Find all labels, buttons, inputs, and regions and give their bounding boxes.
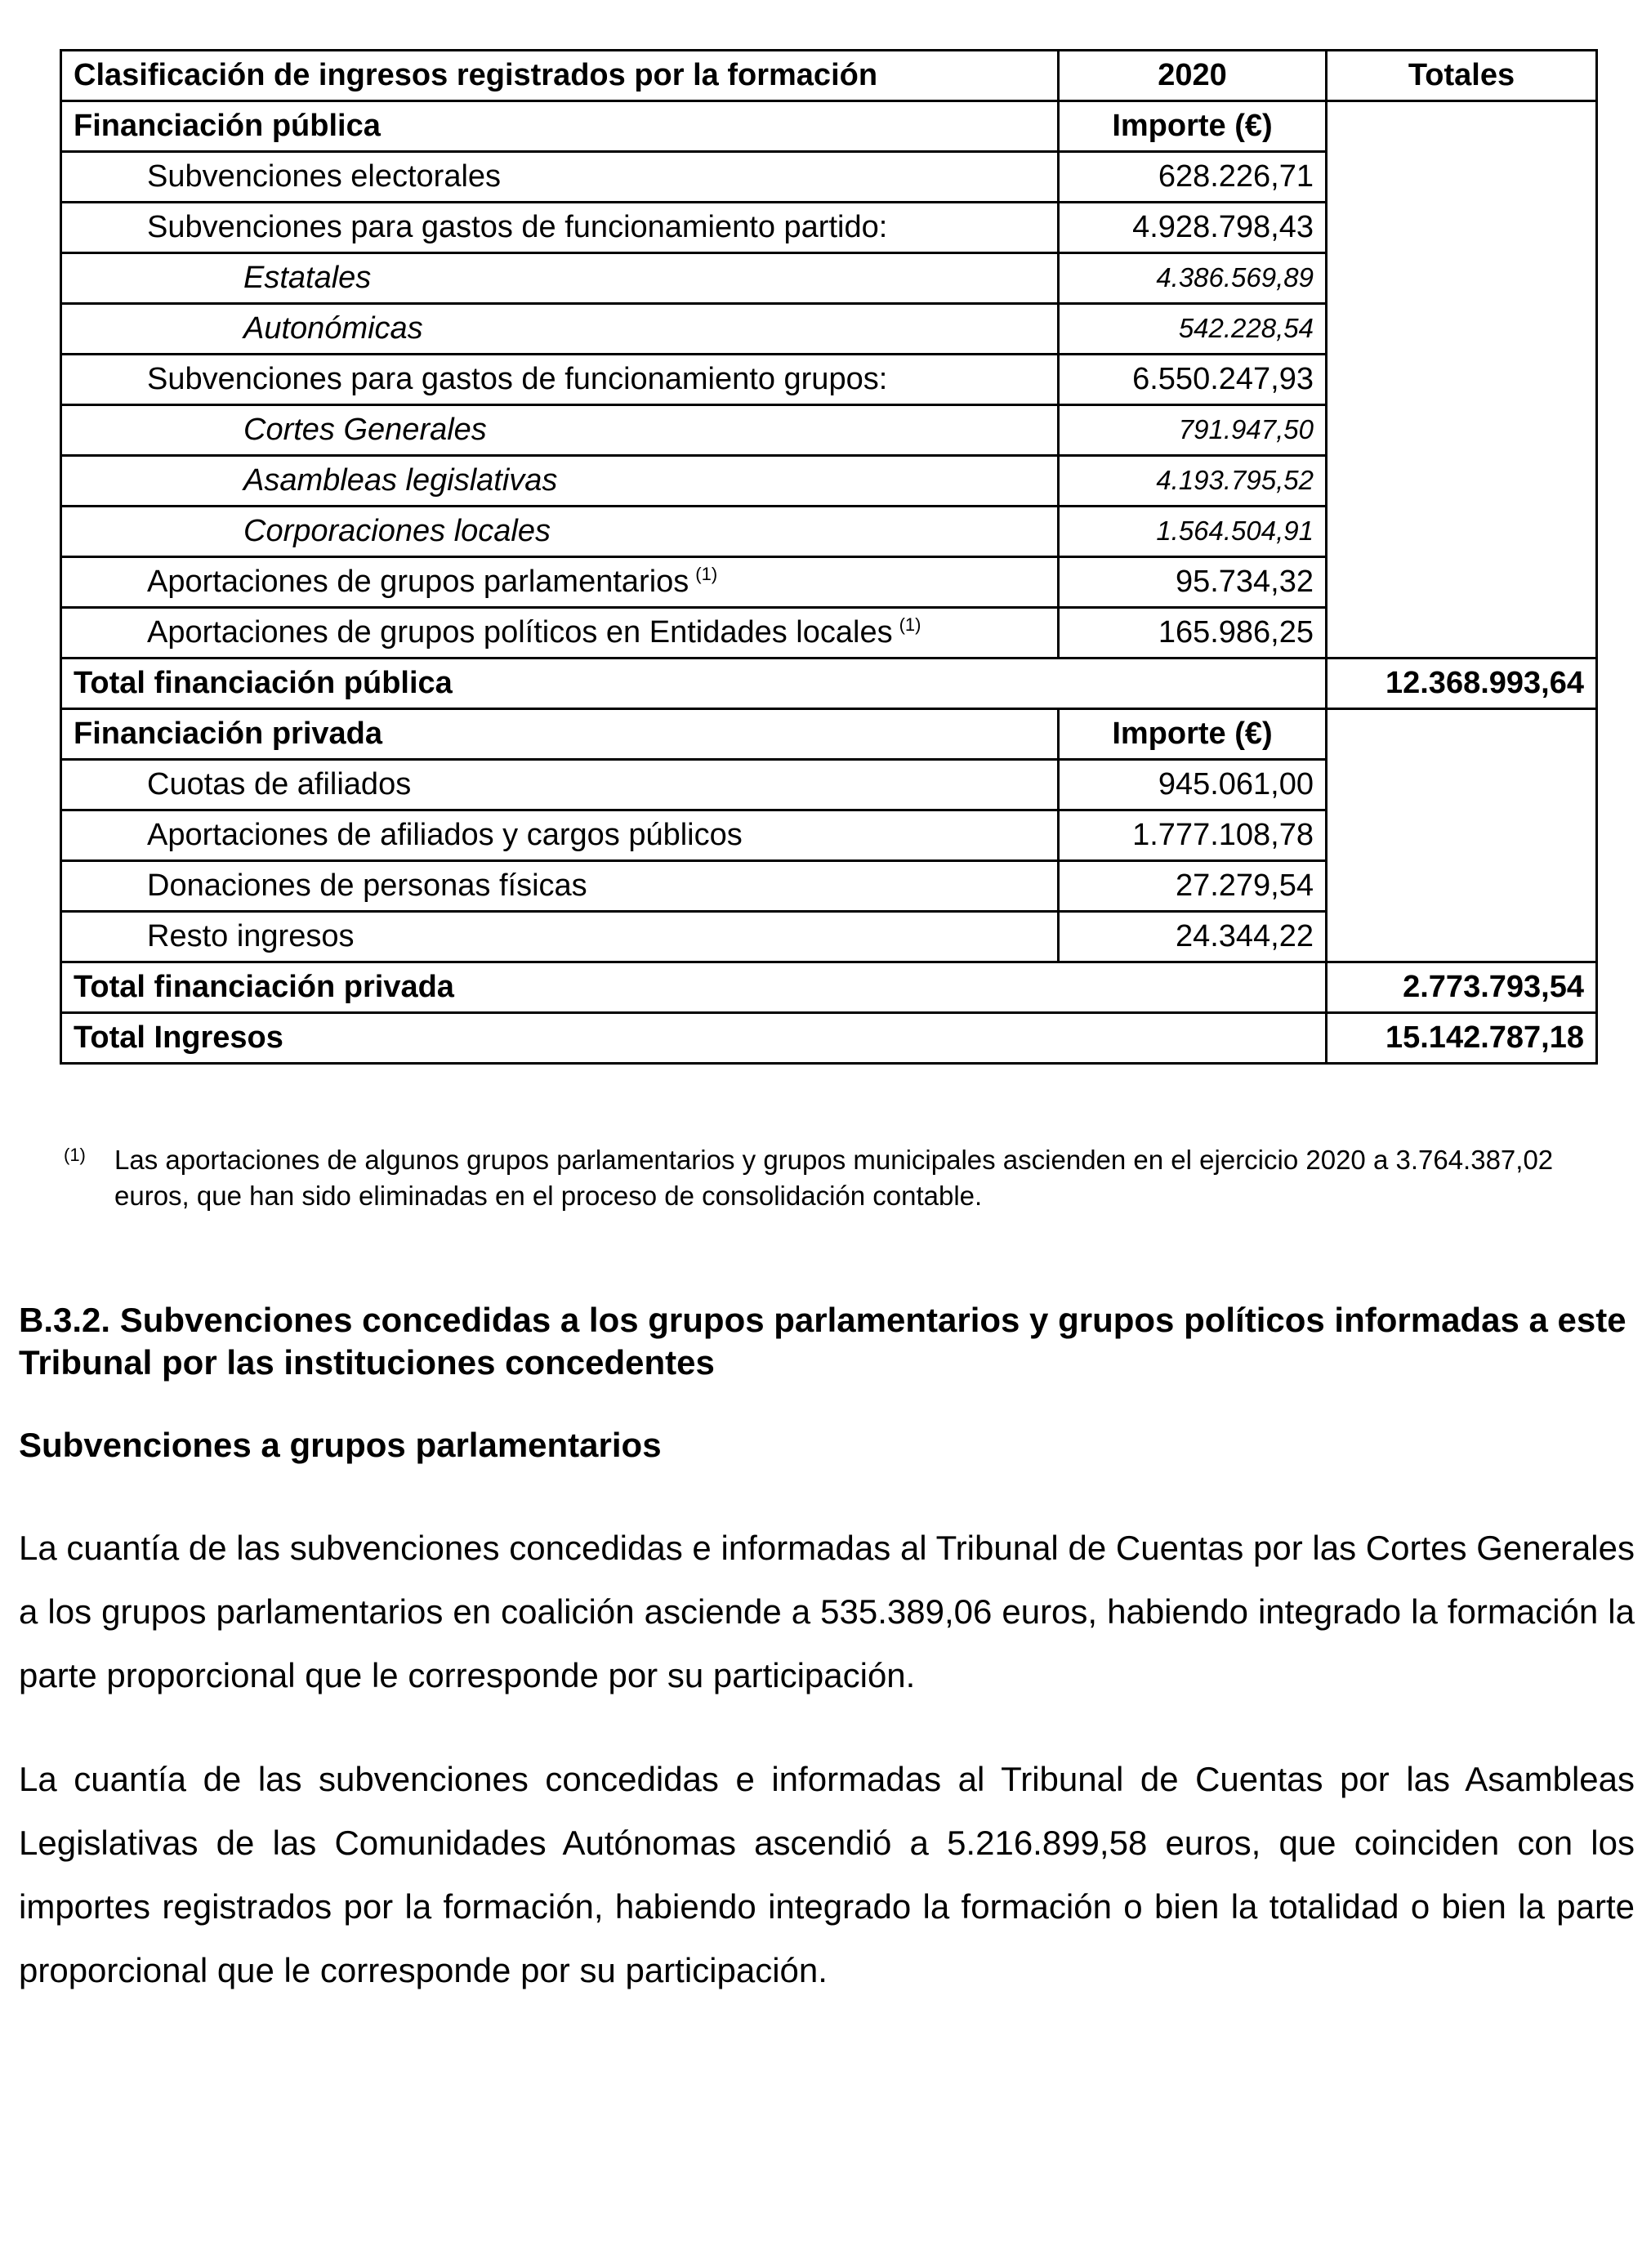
row-value: 95.734,32 xyxy=(1059,557,1327,608)
row-label-cell xyxy=(61,557,1059,608)
row-value: 24.344,22 xyxy=(1059,912,1327,962)
paragraph: La cuantía de las subvenciones concedidas e informadas al Tribunal de Cuentas por las Cortes Generales a los grupos parlamentarios en coalición asciende a 535.389,06 euros, habiendo integrado la formación la parte proporcional que le corresponde por su participación. xyxy=(19,1529,1635,1694)
row-value: 945.061,00 xyxy=(1059,760,1327,810)
row-label: Cortes Generales xyxy=(61,405,1059,456)
income-classification-table xyxy=(60,49,1598,1065)
table-footnote xyxy=(64,1142,1600,1214)
row-label-cell xyxy=(61,608,1059,659)
row-value: 628.226,71 xyxy=(1059,152,1327,203)
row-label: Aportaciones de grupos políticos en Entidades locales xyxy=(147,615,893,650)
row-label: Subvenciones para gastos de funcionamiento grupos: xyxy=(61,355,1059,405)
row-label: Autonómicas xyxy=(61,304,1059,355)
private-total-label: Total financiación privada xyxy=(61,962,1327,1013)
row-label: Resto ingresos xyxy=(61,912,1059,962)
subsection-heading: Subvenciones a grupos parlamentarios xyxy=(19,1426,662,1464)
public-totals-empty-cell xyxy=(1327,101,1597,659)
public-amount-header: Importe (€) xyxy=(1059,101,1327,152)
private-amount-header: Importe (€) xyxy=(1059,709,1327,760)
header-year: 2020 xyxy=(1059,51,1327,101)
footnote-reference: (1) xyxy=(695,564,718,585)
table-header-row xyxy=(61,51,1597,101)
row-value: 542.228,54 xyxy=(1059,304,1327,355)
private-totals-empty-cell xyxy=(1327,709,1597,962)
private-total-row xyxy=(61,962,1597,1013)
row-label: Aportaciones de afiliados y cargos públicos xyxy=(61,810,1059,861)
row-value: 791.947,50 xyxy=(1059,405,1327,456)
grand-total-row xyxy=(61,1013,1597,1064)
public-total-value: 12.368.993,64 xyxy=(1327,659,1597,709)
public-section-title: Financiación pública xyxy=(61,101,1059,152)
header-totals: Totales xyxy=(1327,51,1597,101)
public-section-row xyxy=(61,101,1597,152)
row-label: Estatales xyxy=(61,253,1059,304)
header-classification: Clasificación de ingresos registrados por la formación xyxy=(61,51,1059,101)
row-value: 4.193.795,52 xyxy=(1059,456,1327,507)
paragraph: La cuantía de las subvenciones concedidas e informadas al Tribunal de Cuentas por las Asambleas Legislativas de las Comunidades Autónomas ascendió a 5.216.899,58 euros, que coinciden con los importes registrados por la formación, habiendo integrado la formación o bien la totalidad o bien la parte proporcional que le corresponde por su participación. xyxy=(19,1760,1635,1989)
row-value: 4.386.569,89 xyxy=(1059,253,1327,304)
grand-total-label: Total Ingresos xyxy=(61,1013,1327,1064)
private-section-row xyxy=(61,709,1597,760)
footnote-reference: (1) xyxy=(899,614,921,636)
row-label: Subvenciones para gastos de funcionamiento partido: xyxy=(61,203,1059,253)
private-total-value: 2.773.793,54 xyxy=(1327,962,1597,1013)
row-label: Subvenciones electorales xyxy=(61,152,1059,203)
private-section-title: Financiación privada xyxy=(61,709,1059,760)
row-label: Aportaciones de grupos parlamentarios xyxy=(147,565,689,600)
row-value: 1.564.504,91 xyxy=(1059,507,1327,557)
grand-total-value: 15.142.787,18 xyxy=(1327,1013,1597,1064)
row-label: Donaciones de personas físicas xyxy=(61,861,1059,912)
row-value: 27.279,54 xyxy=(1059,861,1327,912)
section-heading: B.3.2. Subvenciones concedidas a los grupos parlamentarios y grupos políticos informadas a este Tribunal por las instituciones concedentes xyxy=(19,1301,1626,1382)
row-value: 6.550.247,93 xyxy=(1059,355,1327,405)
row-value: 4.928.798,43 xyxy=(1059,203,1327,253)
footnote-text: Las aportaciones de algunos grupos parlamentarios y grupos municipales ascienden en el ejercicio 2020 a 3.764.387,02 euros, que han sido eliminadas en el proceso de consolidación contable. xyxy=(114,1145,1554,1211)
footnote-mark: (1) xyxy=(64,1145,86,1165)
row-label: Corporaciones locales xyxy=(61,507,1059,557)
row-label: Cuotas de afiliados xyxy=(61,760,1059,810)
public-total-row xyxy=(61,659,1597,709)
row-label: Asambleas legislativas xyxy=(61,456,1059,507)
row-value: 1.777.108,78 xyxy=(1059,810,1327,861)
public-total-label: Total financiación pública xyxy=(61,659,1327,709)
row-value: 165.986,25 xyxy=(1059,608,1327,659)
